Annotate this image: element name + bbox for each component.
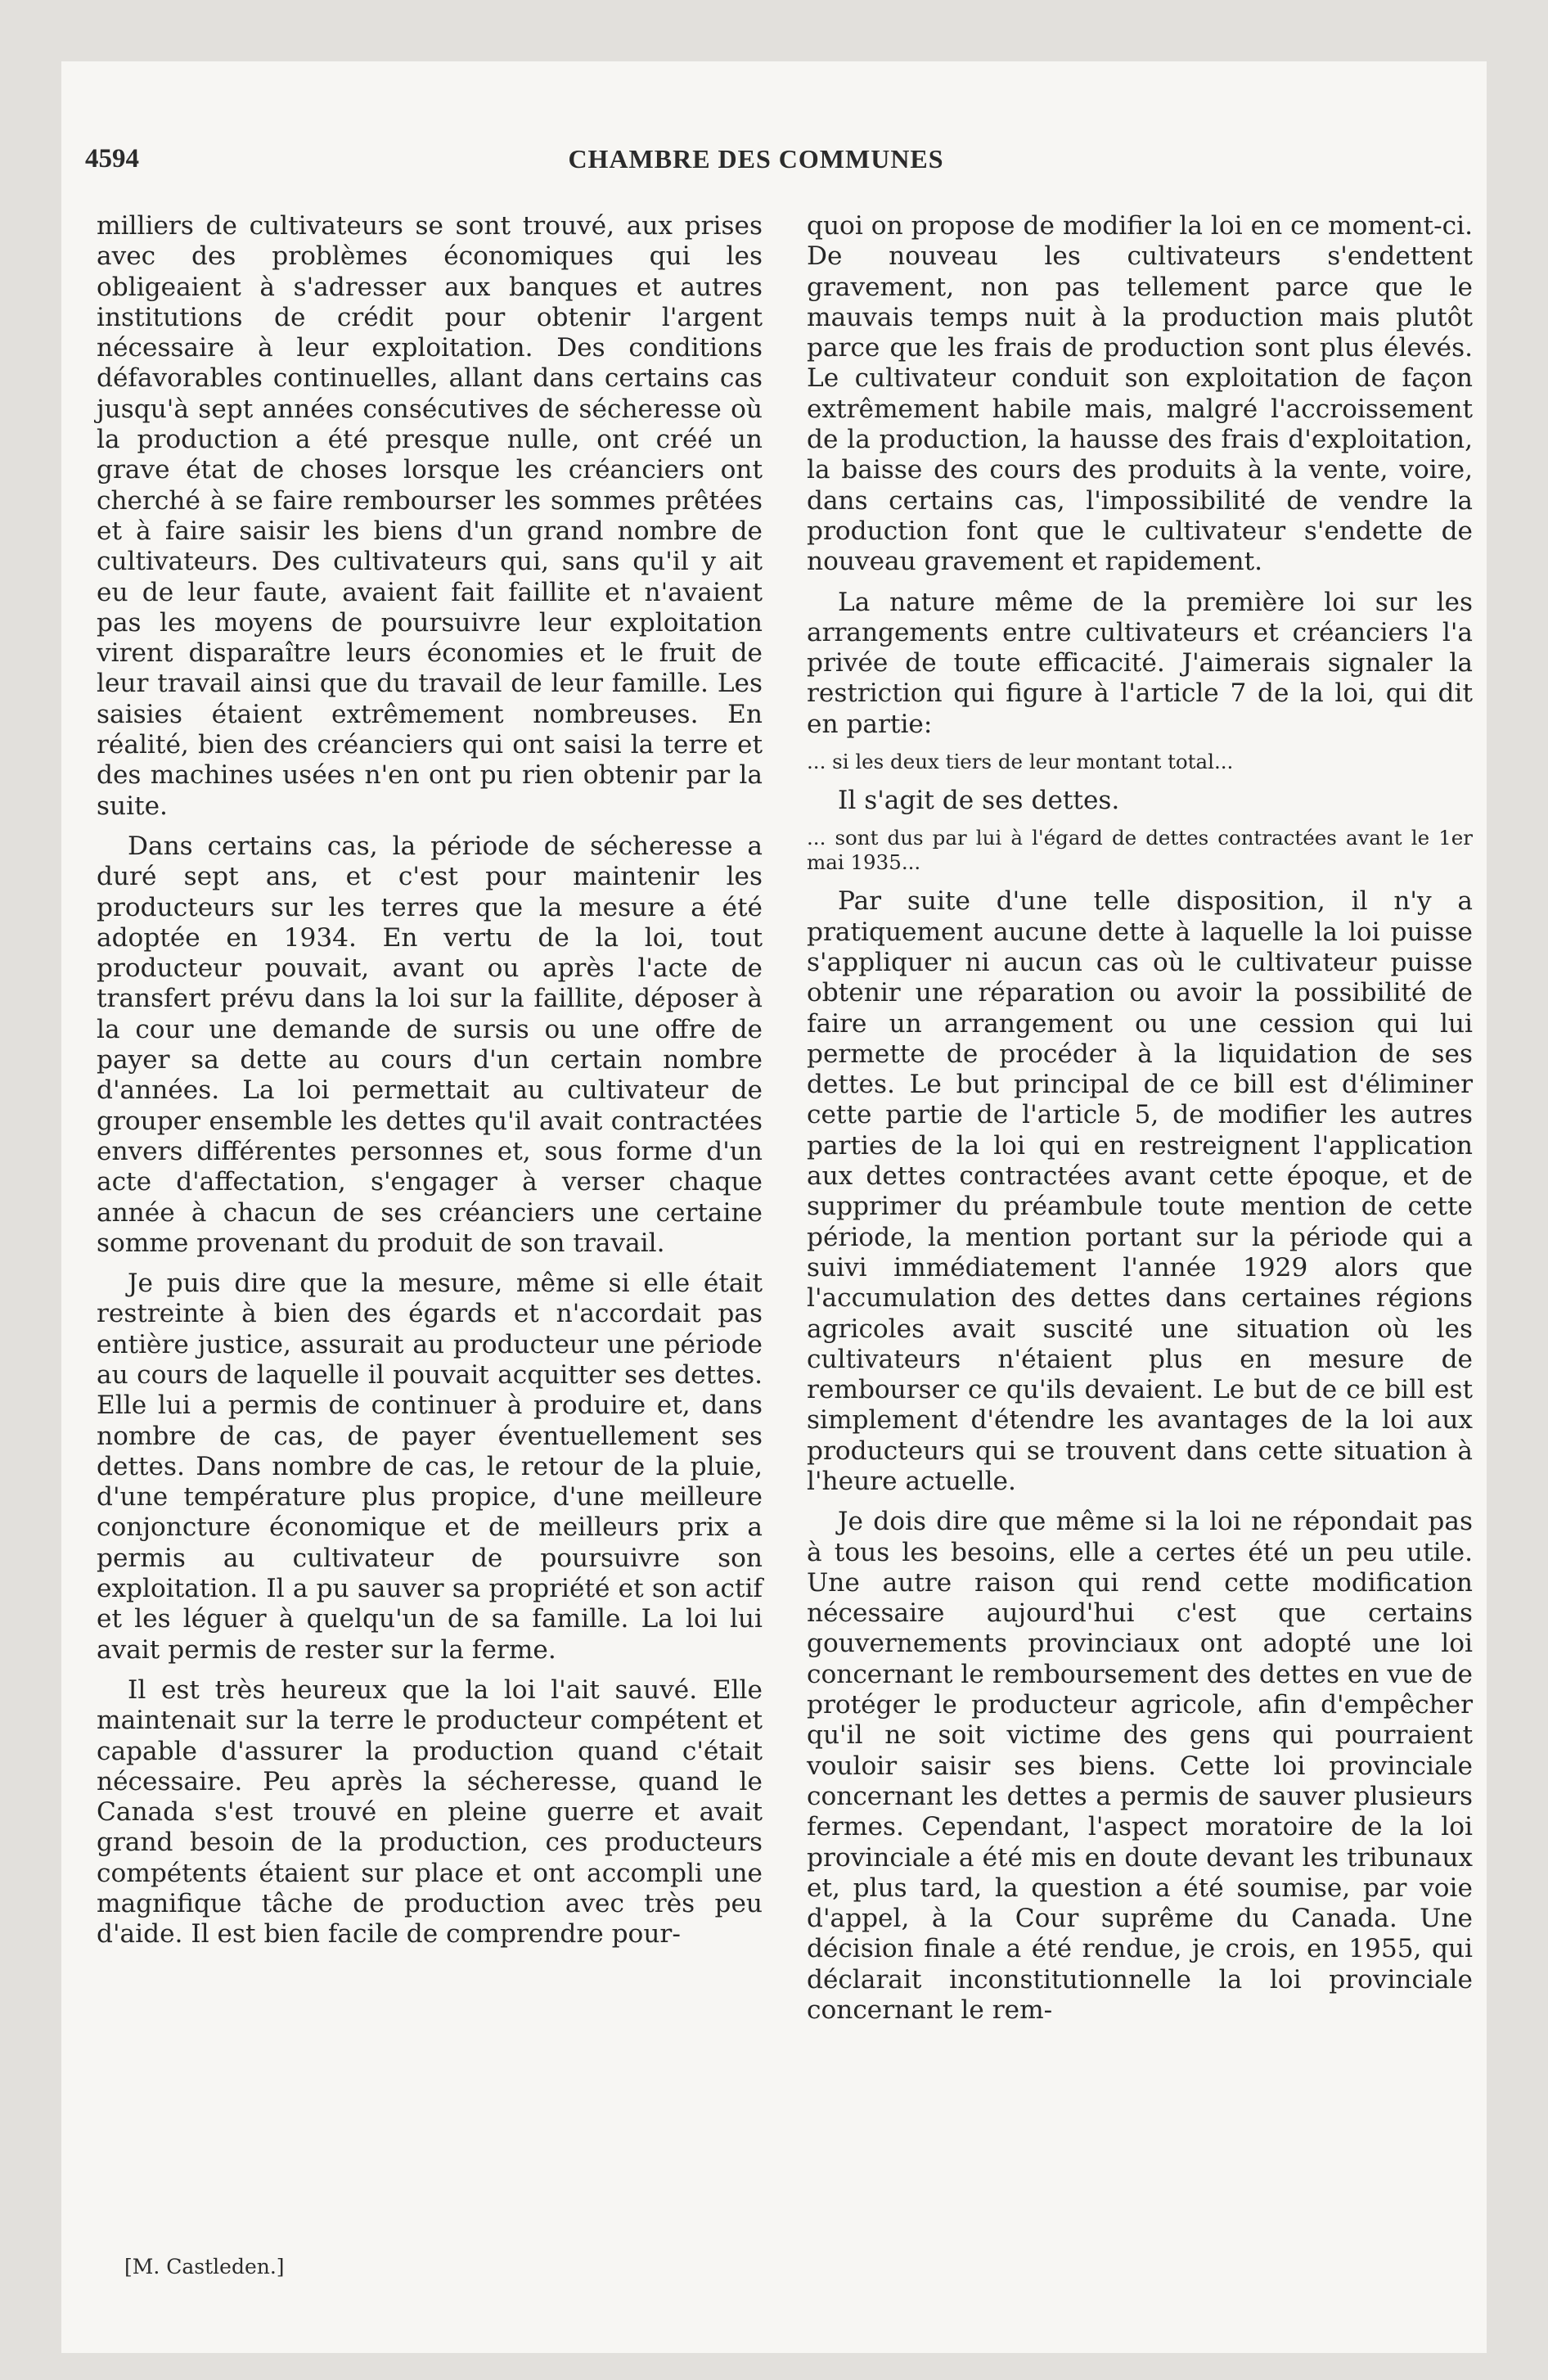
paragraph: Je puis dire que la mesure, même si elle était restreinte à bien des égards et n'accordait pas entière justice, assurait au producteur une période au cours de laquelle il pouvait acquitter ses dettes. Elle lui a permis de continuer à produire et, dans nombre de cas, de payer éventuellement ses dettes. Dans nombre de cas, le retour de la pluie, d'une température plus propice, d'une meilleure conjoncture économique et de meilleurs prix a permis au cultivateur de poursuivre son exploitation. Il a pu sauver sa propriété et son actif et les léguer à quelqu'un de sa famille. La loi lui avait permis de rester sur la ferme.	[97, 1269, 763, 1665]
paragraph: Il s'agit de ses dettes.	[838, 786, 1120, 816]
paragraph: Par suite d'une telle disposition, il n'y a pratiquement aucune dette à laquelle la loi puisse s'appliquer ni aucun cas où le cultivateur puisse obtenir une réparation ou avoir la possibilité de faire un arrangement ou une cession qui lui permette de procéder à la liquidation de ses dettes. Le but principal de ce bill est d'éliminer cette partie de l'article 5, de modifier les autres parties de la loi qui en restreignent l'application aux dettes contractées avant cette époque, et de supprimer du préambule toute mention de cette période, la mention portant sur la période qui a suivi immédiatement l'année 1929 alors que l'accumulation des dettes dans certaines régions agricoles avait suscité une situation où les cultivateurs n'étaient plus en mesure de rembourser ce qu'ils devaient. Le but de ce bill est simplement d'étendre les avantages de la loi aux producteurs qui se trouvent dans cette situation à l'heure actuelle.	[807, 886, 1473, 1496]
paragraph: Je dois dire que même si la loi ne répondait pas à tous les besoins, elle a certes été un peu utile. Une autre raison qui rend cette modification nécessaire aujourd'hui c'est que certains gouvernements provinciaux ont adopté une loi concernant le remboursement des dettes en vue de protéger le producteur agricole, afin d'empêcher qu'il ne soit victime des gens qui pourraient vouloir saisir ses biens. Cette loi provinciale concernant les dettes a permis de sauver plusieurs fermes. Cependant, l'aspect moratoire de la loi provinciale a été mis en doute devant les tribunaux et, plus tard, la question a été soumise, par voie d'appel, à la Cour suprême du Canada. Une décision finale a été rendue, je crois, en 1955, qui déclarait inconstitutionnelle la loi provinciale concernant le rem-	[807, 1507, 1473, 2026]
left-column	[97, 211, 763, 1960]
paragraph: quoi on propose de modifier la loi en ce moment-ci. De nouveau les cultivateurs s'endettent gravement, non pas tellement parce que le mauvais temps nuit à la production mais plutôt parce que les frais de production sont plus élevés. Le cultivateur conduit son exploitation de façon extrêmement habile mais, malgré l'accroissement de la production, la hausse des frais d'exploitation, la baisse des cours des produits à la vente, voire, dans certains cas, l'impossibilité de vendre la production font que le cultivateur s'endette de nouveau gravement et rapidement.	[807, 211, 1473, 577]
paragraph: Il est très heureux que la loi l'ait sauvé. Elle maintenait sur la terre le producteur compétent et capable d'assurer la production quand c'était nécessaire. Peu après la sécheresse, quand le Canada s'est trouvé en pleine guerre et avait grand besoin de la production, ces producteurs compétents étaient sur place et ont accompli une magnifique tâche de production avec très peu d'aide. Il est bien facile de comprendre pour-	[97, 1675, 763, 1950]
block-quote: ... sont dus par lui à l'égard de dettes contractées avant le 1er mai 1935...	[807, 826, 1473, 875]
paragraph: Dans certains cas, la période de sécheresse a duré sept ans, et c'est pour maintenir les producteurs sur les terres que la mesure a été adoptée en 1934. En vertu de la loi, tout producteur pouvait, avant ou après l'acte de transfert prévu dans la loi sur la faillite, déposer à la cour une demande de sursis ou une offre de payer sa dette au cours d'un certain nombre d'années. La loi permettait au cultivateur de grouper ensemble les dettes qu'il avait contractées envers différentes personnes et, sous forme d'un acte d'affectation, s'engager à verser chaque année à chacun de ses créanciers une certaine somme provenant du produit de son travail.	[97, 831, 763, 1258]
block-quote: ... si les deux tiers de leur montant total...	[807, 750, 1234, 774]
page-number: 4594	[85, 144, 139, 174]
page-header	[85, 144, 1427, 185]
speaker-attribution: [M. Castleden.]	[124, 2255, 285, 2279]
right-column	[807, 211, 1473, 2035]
paragraph: milliers de cultivateurs se sont trouvé, aux prises avec des problèmes économiques qui les obligeaient à s'adresser aux banques et autres institutions de crédit pour obtenir l'argent nécessaire à leur exploitation. Des conditions défavorables continuelles, allant dans certains cas jusqu'à sept années consécutives de sécheresse où la production a été presque nulle, ont créé un grave état de choses lorsque les créanciers ont cherché à se faire rembourser les sommes prêtées et à faire saisir les biens d'un grand nombre de cultivateurs. Des cultivateurs qui, sans qu'il y ait eu de leur faute, avaient fait faillite et n'avaient pas les moyens de poursuivre leur exploitation virent disparaître leurs économies et le fruit de leur travail ainsi que du travail de leur famille. Les saisies étaient extrêmement nombreuses. En réalité, bien des créanciers qui ont saisi la terre et des machines usées n'en ont pu rien obtenir par la suite.	[97, 211, 763, 821]
running-head: CHAMBRE DES COMMUNES	[568, 144, 944, 174]
paragraph: La nature même de la première loi sur les arrangements entre cultivateurs et créanciers l'a privée de toute efficacité. J'aimerais signaler la restriction qui figure à l'article 7 de la loi, qui dit en partie:	[807, 587, 1473, 739]
